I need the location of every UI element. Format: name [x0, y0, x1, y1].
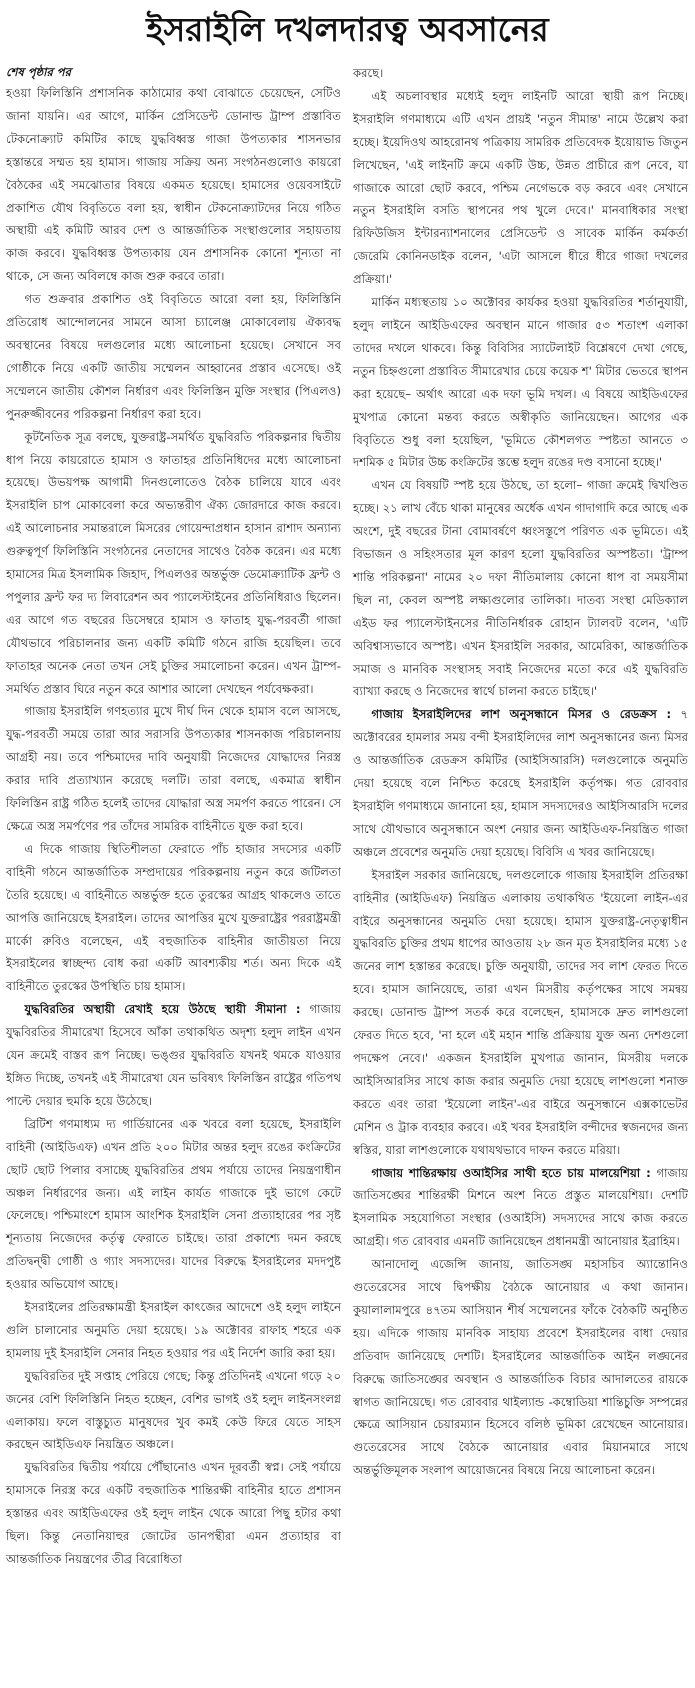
- paragraph-text: গাজায় জাতিসঙ্ঘের শান্তিরক্ষী মিশনে অংশ নিতে প্রস্তুত মালয়েশিয়া। দেশটি ইসলামিক সহযোগিতা সংস্থার (ওআইসি) সদস্যদের সাথে কাজ করতে আগ্রহী। গত রোববার এমনটি জানিয়েছেন প্রধানমন্ত্রী আনোয়ার ইব্রাহিম।: [353, 1165, 688, 1249]
- paragraph: [6, 1296, 341, 1365]
- continued-from-label: শেষ পৃষ্ঠার পর: [6, 65, 71, 79]
- paragraph: [353, 703, 688, 863]
- subheading: গাজায় শান্তিরক্ষায় ওআইসির সাথী হতে চায় মালয়েশিয়া :: [371, 1165, 651, 1180]
- right-column: [353, 62, 688, 1482]
- paragraph-text: ইসরাইলের প্রতিরক্ষামন্ত্রী ইসরাইল কাৎজের আদেশে ওই হলুদ লাইনে গুলি চালানোর অনুমতি দেয়া হয়েছে। ১৯ অক্টোবর রাফাহ শহরে এক হামলায় দুই ইসরাইলি সেনার নিহত হওয়ার পর এই নির্দেশ জারি করা হয়।: [6, 1300, 341, 1360]
- paragraph-text: এই অচলাবস্থার মধ্যেই হলুদ লাইনটি আরো স্থায়ী রূপ নিচ্ছে। ইসরাইলি গণমাধ্যমে এটি এখন প্রায়ই 'নতুন সীমান্ত' নামে উল্লেখ করা হচ্ছে। ইয়েদিওথ আহরোনথ পত্রিকায় সামরিক প্রতিবেদক ইয়োয়াভ জিতুন লিখেছেন, 'এই লাইনটি ক্রমে একটি উচ্চ, উন্নত প্রাচীরে রূপ নেবে, যা গাজাকে আরো ছোট করবে, পশ্চিম নেগেভকে বড় করবে এবং সেখানে নতুন ইসরাইলি বসতি স্থাপনের পথ খুলে দেবে।' মানবাধিকার সংস্থা রিফিউজিস ইন্টারন্যাশনালের প্রেসিডেন্ট ও সাবেক মার্কিন কর্মকর্তা জেরেমি কোনিনডাইক বলেন, 'এটা আসলে ধীরে ধীরে গাজা দখলের প্রক্রিয়া।': [353, 88, 688, 287]
- paragraph-text: মার্কিন মধ্যস্থতায় ১০ অক্টোবর কার্যকর হওয়া যুদ্ধবিরতির শর্তানুযায়ী, হলুদ লাইনে আইডিএফের অবস্থান মানে গাজার ৫৩ শতাংশ এলাকা তাদের দখলে থাকবে। কিন্তু বিবিসির স্যাটেলাইট বিশ্লেষণে দেখা গেছে, নতুন চিহ্নগুলো প্রস্তাবিত সীমারেখার চেয়ে কয়েক শ' মিটার ভেতরে স্থাপন করা হয়েছে– অর্থাৎ আরো এক দফা ভূমি দখল। এ বিষয়ে আইডিএফের মুখপাত্র কোনো মন্তব্য করতে অস্বীকৃতি জানিয়েছেন। আগের এক বিবৃতিতে শুধু বলা হয়েছিল, 'ভূমিতে কৌশলগত স্পষ্টতা আনতে ৩ দশমিক ৫ মিটার উচ্চ কংক্রিটের স্তম্ভে হলুদ রঙের দণ্ড বসানো হচ্ছে।': [353, 295, 688, 470]
- paragraph-text: ইসরাইল সরকার জানিয়েছে, দলগুলোকে গাজায় ইসরাইলি প্রতিরক্ষা বাহিনীর (আইডিএফ) নিয়ন্ত্রিত এলাকায় তথাকথিত 'ইয়েলো লাইন-এর বাইরে অনুসন্ধানের অনুমতি দেয়া হয়েছে। হামাস যুক্তরাষ্ট্র-নেতৃত্বাধীন যুদ্ধবিরতি চুক্তির প্রথম ধাপের আওতায় ২৮ জন মৃত ইসরাইলির মধ্যে ১৫ জনের লাশ হস্তান্তর করেছে। চুক্তি অনুযায়ী, তাদের সব লাশ ফেরত দিতে হবে। হামাস জানিয়েছে, তারা এখন মিসরীয় কর্তৃপক্ষের সাথে সমন্বয় করছে। ডোনাল্ড ট্রাম্প সতর্ক করে বলেছেন, হামাসকে দ্রুত লাশগুলো ফেরত দিতে হবে, 'না হলে এই মহান শান্তি প্রক্রিয়ায় যুক্ত অন্য দেশগুলো পদক্ষেপ নেবে।' একজন ইসরাইলি মুখপাত্র জানান, মিসরীয় দলকে আইসিআরসির সাথে কাজ করার অনুমতি দেয়া হয়েছে লাশগুলো শনাক্ত করতে এবং তারা 'ইয়েলো লাইন'-এর বাইরে অনুসন্ধানে এক্সকাভেটর মেশিন ও ট্রাক ব্যবহার করবে। এই খবর ইসরাইলি বন্দীদের স্বজনদের জন্য স্বস্তির, যারা লাশগুলোকে যথাযথভাবে দাফন করতে মরিয়া।: [353, 867, 688, 1157]
- paragraph: [353, 474, 688, 703]
- paragraph: [6, 288, 341, 425]
- paragraph-text: এখন যে বিষয়টি স্পষ্ট হয়ে উঠছে, তা হলো– গাজা ক্রমেই দ্বিখণ্ডিত হচ্ছে। ২১ লাখ বেঁচে থাকা মানুষের অর্ধেক এখন গাদাগাদি করে আছে এক অংশে, দুই বছরের টানা বোমাবর্ষণে ধ্বংসস্তূপে পরিণত এক ভূমিতে। এই বিভাজন ও সহিংসতার মূল কারণ হলো যুদ্ধবিরতির অস্পষ্টতা। 'ট্রাম্প শান্তি পরিকল্পনা' নামের ২০ দফা নীতিমালায় কোনো ধাপ বা সময়সীমা ছিল না, কেবল অস্পষ্ট লক্ষ্যগুলোর তালিকা। দাতব্য সংস্থা মেডিক্যাল এইড ফর প্যালেস্টাইনসের নীতিনির্ধারক রোহান ট্যালবট বলেন, 'এটি অবিশ্বাস্যভাবে অস্পষ্ট। এখন ইসরাইলি সরকার, আমেরিকা, আন্তর্জাতিক সমাজ ও মানবিক সংস্থাসহ সবাই নিজেদের মতো করে এই যুদ্ধবিরতি ব্যাখ্যা করছে ও নিজেদের স্বার্থে চালনা করতে চাইছে।': [353, 478, 688, 699]
- left-column: [6, 62, 341, 1571]
- paragraph: [6, 838, 341, 998]
- article-headline: ইসরাইলি দখলদারত্ব অবসানের: [146, 10, 549, 49]
- paragraph: [353, 291, 688, 474]
- paragraph: [6, 426, 341, 701]
- paragraph: [353, 1253, 688, 1482]
- paragraph-text: এ দিকে গাজায় স্থিতিশীলতা ফেরাতে পাঁচ হাজার সদস্যের একটি বাহিনী গঠনে আন্তর্জাতিক সম্প্রদায়ের পরিকল্পনায় নতুন করে জটিলতা তৈরি হয়েছে। এ বাহিনীতে অন্তর্ভুক্ত হতে তুরস্কের আগ্রহ থাকলেও তাতে আপত্তি জানিয়েছে ইসরাইল। তাদের আপত্তির মুখে যুক্তরাষ্ট্রের পররাষ্ট্রমন্ত্রী মার্কো রুবিও বলেছেন, এই বহুজাতিক বাহিনীর জাতীয়তা নিয়ে ইসরাইলের স্বাচ্ছন্দ্য বোধ করা একটি আবশ্যকীয় শর্ত। অন্য দিকে এই বাহিনীতে তুরস্কের উপস্থিতি চায় হামাস।: [6, 841, 341, 994]
- paragraph-text: ব্রিটিশ গণমাধ্যম দ্য গার্ডিয়ানের এক খবরে বলা হয়েছে, ইসরাইলি বাহিনী (আইডিএফ) এখন প্রতি ২০০ মিটার অন্তর হলুদ রঙের কংক্রিটের ছোট ছোট পিলার বসাচ্ছে যুদ্ধবিরতির প্রথম পর্যায়ে তাদের নিয়ন্ত্রণাধীন অঞ্চল নির্ধারণের জন্য। এই লাইন কার্যত গাজাকে দুই ভাগে কেটে ফেলেছে। পশ্চিমাংশে হামাস আংশিক ইসরাইলি সেনা প্রত্যাহারের পর সৃষ্ট শূন্যতায় নিজেদের কর্তৃত্ব ফেরাতে চাইছে। তারা প্রকাশ্যে দমন করছে প্রতিদ্বন্দ্বী গোষ্ঠী ও গ্যাং সদস্যদের। যাদের বিরুদ্ধে ইসরাইলের মদদপুষ্ট হওয়ার অভিযোগ আছে।: [6, 1116, 341, 1292]
- paragraph: [6, 700, 341, 837]
- right-paragraphs: [353, 62, 688, 1482]
- paragraph-text: করছে।: [353, 66, 384, 80]
- paragraph: [353, 62, 688, 85]
- paragraph: [6, 1456, 341, 1571]
- paragraph-text: গত শুক্রবার প্রকাশিত ওই বিবৃতিতে আরো বলা হয়, ফিলিস্তিনি প্রতিরোধ আন্দোলনের সামনে আসা চ্যালেঞ্জ মোকাবেলায় ঐক্যবদ্ধ অবস্থানের বিষয়ে দলগুলোর মধ্যে আলোচনা হয়েছে। সেখানে সব গোষ্ঠীকে নিয়ে একটি জাতীয় সম্মেলন আহ্বানের প্রস্তাব এসেছে। ওই সম্মেলনে জাতীয় কৌশল নির্ধারণ এবং ফিলিস্তিন মুক্তি সংস্থার (পিএলও) পুনরুজ্জীবনের পরিকল্পনা নির্ধারণ করা হবে।: [6, 292, 341, 421]
- paragraph-text: গাজায় ইসরাইলি গণহত্যার মুখে দীর্ঘ দিন থেকে হামাস বলে আসছে, যুদ্ধ-পরবর্তী সময়ে তারা আর সরাসরি উপত্যকার শাসনকাজ পরিচালনায় আগ্রহী নয়। তবে পশ্চিমাদের দাবি অনুযায়ী নিজেদের যোদ্ধাদের নিরস্ত্র করার দাবি প্রত্যাখ্যান করেছে দলটি। তারা বলছে, একমাত্র স্বাধীন ফিলিস্তিন রাষ্ট্র গঠিত হলেই তাদের যোদ্ধারা অস্ত্র সমর্পণ করতে পারেন। সে ক্ষেত্রে অস্ত্র সমর্পণের পর তাঁদের সামরিক বাহিনীতে যুক্ত করা হবে।: [6, 704, 341, 833]
- subheading: যুদ্ধবিরতির অস্থায়ী রেখাই হয়ে উঠছে স্থায়ী সীমানা :: [24, 1002, 301, 1017]
- paragraph-text: কূটনৈতিক সূত্র বলছে, যুক্তরাষ্ট্র-সমর্থিত যুদ্ধবিরতি পরিকল্পনার দ্বিতীয় ধাপ নিয়ে কায়রোতে হামাস ও ফাতাহর প্রতিনিধিদের মধ্যে আলোচনা হয়েছে। উভয়পক্ষ আগামী দিনগুলোতেও বৈঠক চালিয়ে যাবে এবং ইসরাইলি চাপ মোকাবেলা করে অভ্যন্তরীণ ঐক্য জোরদারে কাজ করবে। এই আলোচনার সমান্তরালে মিসরের গোয়েন্দাপ্রধান হাসান রাশাদ অন্যান্য গুরুত্বপূর্ণ ফিলিস্তিনি সংগঠনের নেতাদের সাথেও বৈঠক করেন। এর মধ্যে হামাসের মিত্র ইসলামিক জিহাদ, পিএলওর অন্তর্ভুক্ত ডেমোক্র্যাটিক ফ্রন্ট ও পপুলার ফ্রন্ট ফর দ্য লিবারেশন অব প্যালেস্টাইনের প্রতিনিধিরাও ছিলেন। এর আগে গত বছরের ডিসেম্বরে হামাস ও ফাতাহ যুদ্ধ-পরবর্তী গাজা যৌথভাবে পরিচালনার জন্য একটি কমিটি গঠনে রাজি হয়েছিল। তবে ফাতাহর অনেক নেতা তখন সেই চুক্তির সমালোচনা করেন। এখন ট্রাম্প-সমর্থিত প্রস্তাব ঘিরে নতুন করে আশার আলো দেখছেন পর্যবেক্ষকরা।: [6, 429, 341, 696]
- subheading: গাজায় ইসরাইলিদের লাশ অনুসন্ধানে মিসর ও রেডক্রস :: [371, 707, 672, 722]
- article-body: [6, 62, 689, 1571]
- paragraph-text: আনাদোলু এজেন্সি জানায়, জাতিসঙ্ঘ মহাসচিব অ্যান্তোনিও গুতেরেসের সাথে দ্বিপক্ষীয় বৈঠকে আনোয়ার এ কথা জানান। কুয়ালালামপুরে ৪৭তম আসিয়ান শীর্ষ সম্মেলনের ফাঁকে বৈঠকটি অনুষ্ঠিত হয়। এদিকে গাজায় মানবিক সাহায্য প্রবেশে ইসরাইলের বাধা দেয়ার প্রতিবাদ জানিয়েছে দেশটি। ইসরাইলের আন্তর্জাতিক আইন লঙ্ঘনের বিরুদ্ধে জাতিসঙ্ঘের অবস্থান ও আন্তর্জাতিক বিচার আদালতের রায়কে স্বাগত জানিয়েছে। গত রোববার থাইল্যান্ড -কম্বোডিয়া শান্তিচুক্তি সম্পন্নের ক্ষেত্রে আসিয়ান চেয়ারম্যান হিসেবে বলিষ্ঠ ভূমিকা রেখেছেন আনোয়ার। গুতেরেসের সাথে বৈঠকে আনোয়ার এবার মিয়ানমারে সাথে অন্তর্ভুক্তিমূলক সংলাপ আয়োজনের বিষয়ে নিয়ে আলোচনা করেন।: [353, 1257, 688, 1478]
- paragraph: [353, 864, 688, 1162]
- paragraph-text: যুদ্ধবিরতির দুই সপ্তাহ পেরিয়ে গেছে; কিন্তু প্রতিদিনই এখনো গড়ে ২০ জনের বেশি ফিলিস্তিনি নিহত হচ্ছেন, বেশির ভাগই ওই হলুদ লাইনসংলগ্ন এলাকায়। ফলে বাস্তুচ্যুত মানুষদের খুব কমই কেউ ফিরে যেতে সাহস করছেন আইডিএফ নিয়ন্ত্রিত অঞ্চলে।: [6, 1368, 341, 1452]
- paragraph: [353, 85, 688, 291]
- paragraph-text: ৭ অক্টোবরের হামলার সময় বন্দী ইসরাইলিদের লাশ অনুসন্ধানের জন্য মিসর ও আন্তর্জাতিক রেডক্রস কমিটির (আইসিআরসি) দলগুলোকে অনুমতি দেয়া হয়েছে বলে নিশ্চিত করেছে ইসরাইলি কর্তৃপক্ষ। গত রোববার ইসরাইলি গণমাধ্যমে জানানো হয়, হামাস সদস্যদেরও আইসিআরসি দলের সাথে যৌথভাবে অনুসন্ধানে অংশ নেয়ার জন্য আইডিএফ-নিয়ন্ত্রিত গাজা অঞ্চলে প্রবেশের অনুমতি দেয়া হয়েছে। বিবিসি এ খবর জানিয়েছে।: [353, 707, 688, 859]
- paragraph-text: গাজায় যুদ্ধবিরতির সীমারেখা হিসেবে আঁকা তথাকথিত অদৃশ্য হলুদ লাইন এখন যেন ক্রমেই বাস্তব রূপ নিচ্ছে। ভঙ্গুর যুদ্ধবিরতি যখনই থমকে যাওয়ার ইঙ্গিত দিচ্ছে, তখনই এই সীমারেখা যেন ভবিষ্যৎ ফিলিস্তিন রাষ্ট্রের গতিপথ পাল্টে দেয়ার হুমকি হয়ে উঠেছে।: [6, 1002, 342, 1108]
- paragraph: [6, 82, 341, 288]
- paragraph: [6, 998, 341, 1113]
- paragraph: [6, 1365, 341, 1457]
- paragraph: [6, 1113, 341, 1296]
- left-paragraphs: [6, 82, 341, 1571]
- paragraph-text: যুদ্ধবিরতির দ্বিতীয় পর্যায়ে পৌঁছানোও এখন দূরবর্তী স্বপ্ন। সেই পর্যায়ে হামাসকে নিরস্ত্র করে একটি বহুজাতিক শান্তিরক্ষী বাহিনীর হাতে প্রশাসন হস্তান্তর এবং আইডিএফের ওই হলুদ লাইন থেকে আরো পিছু হটার কথা ছিল। কিন্তু নেতানিয়াহুর জোটের ডানপন্থীরা এমন প্রত্যাহার বা আন্তর্জাতিক নিয়ন্ত্রণের তীব্র বিরোধিতা: [6, 1460, 341, 1566]
- paragraph-text: হওয়া ফিলিস্তিনি প্রশাসনিক কাঠামোর কথা বোঝাতে চেয়েছেন, সেটিও জানা যায়নি। এর আগে, মার্কিন প্রেসিডেন্ট ডোনাল্ড ট্রাম্প প্রস্তাবিত টেকনোক্র্যাট কমিটির কাছে যুদ্ধবিধ্বস্ত গাজা উপত্যকার শাসনভার হস্তান্তরে সম্মত হয় হামাস। গাজায় সক্রিয় অন্য সংগঠনগুলোও কায়রো বৈঠকের এই সমঝোতার বিষয়ে একমত হয়েছে। হামাসের ওয়েবসাইটে প্রকাশিত যৌথ বিবৃতিতে বলা হয়, স্বাধীন টেকনোক্র্যাটদের নিয়ে গঠিত অস্থায়ী এই কমিটি আরব দেশ ও আন্তর্জাতিক সংস্থাগুলোর সহায়তায় কাজ করবে। যুদ্ধবিধ্বস্ত উপত্যকায় যেন প্রশাসনিক কোনো শূন্যতা না থাকে, সে জন্য অবিলম্বে কাজ শুরু করবে তারা।: [6, 86, 341, 284]
- paragraph: [353, 1162, 688, 1254]
